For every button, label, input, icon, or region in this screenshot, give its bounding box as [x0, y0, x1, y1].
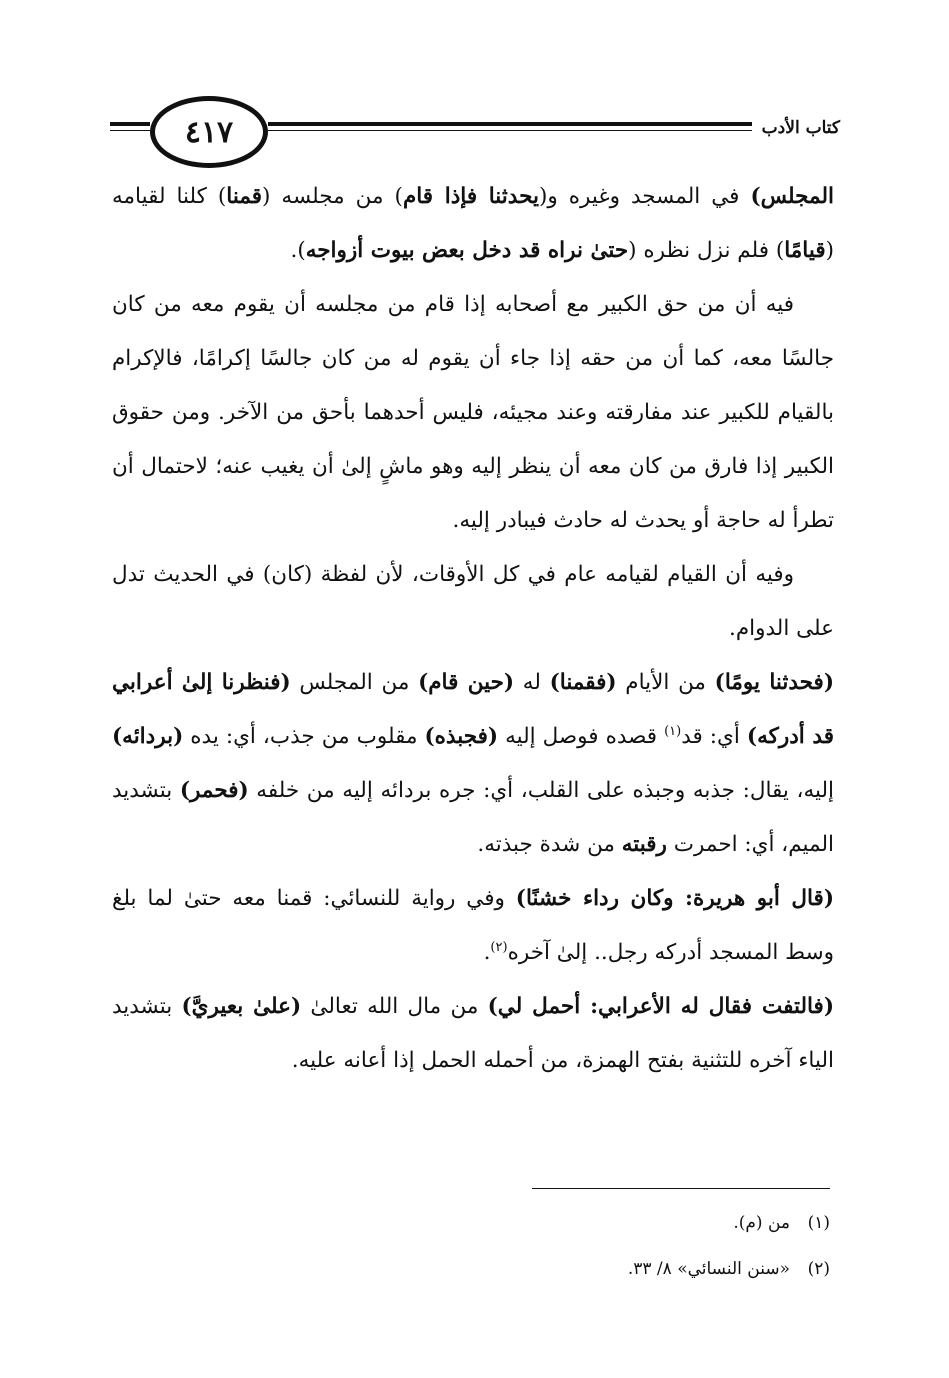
text-segment: ) كلنا لقيامه ( — [112, 184, 834, 263]
text-segment: ). — [290, 238, 306, 263]
text-segment: (فحمر) — [179, 778, 249, 803]
footnote-number: (٢) — [807, 1259, 830, 1279]
footnote-ref: (١) — [664, 723, 682, 739]
text-segment: (حين قام) — [418, 670, 515, 695]
header-rule-left-thick — [110, 122, 150, 126]
text-segment: من مال الله تعالىٰ — [301, 994, 488, 1019]
main-text — [112, 170, 834, 1088]
text-segment: المجلس) — [750, 184, 834, 209]
footnotes — [400, 1200, 830, 1292]
footnote-text: من (م). — [733, 1213, 790, 1233]
text-segment: بتشديد الميم، أي: احمرت — [112, 778, 834, 857]
text-segment: (فقمنا) — [549, 670, 617, 695]
text-segment: إليه، يقال: جذبه وجبذه على القلب، أي: جره بردائه إليه من خلفه — [248, 778, 834, 803]
paragraph-p1 — [112, 170, 834, 278]
text-segment: له — [514, 670, 550, 695]
text-segment: قيامًا — [784, 238, 826, 263]
footnote-divider — [532, 1188, 830, 1189]
text-segment: وفيه أن القيام لقيامه عام في كل الأوقات، لأن لفظة (كان) في الحديث تدل على الدوام. — [112, 562, 834, 641]
text-segment: يحدثنا فإذا قام — [402, 184, 539, 209]
paragraph-p3 — [112, 548, 834, 656]
paragraph-p6 — [112, 980, 834, 1088]
page-number: ٤١٧ — [150, 96, 268, 168]
text-segment: وفي رواية للنسائي: قمنا معه حتىٰ لما بلغ وسط المسجد أدركه رجل.. إلىٰ آخره — [112, 886, 834, 965]
paragraph-p2 — [112, 278, 834, 548]
text-segment: من الأيام — [616, 670, 715, 695]
paragraph-p4 — [112, 656, 834, 872]
text-segment: (فنظرنا إلىٰ أعرابي قد أدركه) — [112, 670, 834, 749]
text-segment: (فجبذه) — [424, 724, 499, 749]
text-segment: من المجلس — [290, 670, 419, 695]
text-segment: أي: قد — [681, 724, 747, 749]
text-segment: (قال أبو هريرة: وكان رداء خشنًا) — [515, 886, 834, 911]
text-segment: بتشديد الياء آخره للتثنية بفتح الهمزة، من أحمله الحمل إذا أعانه عليه. — [112, 994, 834, 1073]
text-segment: . — [483, 940, 491, 965]
text-segment: رقبته — [621, 832, 667, 857]
text-segment: مقلوب من جذب، أي: يده — [183, 724, 425, 749]
footnote-ref: (٢) — [490, 939, 508, 955]
footnote — [400, 1200, 830, 1246]
text-segment: ) فلم نزل نظره ( — [628, 238, 785, 263]
text-segment: ) من مجلسه ( — [262, 184, 403, 209]
text-segment: في المسجد وغيره و( — [538, 184, 751, 209]
paragraph-p5 — [112, 872, 834, 980]
running-title: كتاب الأدب — [752, 118, 840, 138]
header-rule-left-thin — [110, 130, 150, 131]
text-segment: فيه أن من حق الكبير مع أصحابه إذا قام من مجلسه أن يقوم معه من كان جالسًا معه، كما أن من حقه إذا جاء أن يقوم له من كان جالسًا إكرامًا، فالإكرام بالقيام للكبير عند مفارقته وعند مجيئه، فليس أحدهما بأحق من الآخر. ومن حقوق الكبير إذا فارق من كان معه أن ينظر إليه وهو ماشٍ إلىٰ أن يغيب عنه؛ لاحتمال أن تطرأ له حاجة أو يحدث له حادث فيبادر إليه. — [112, 292, 834, 533]
text-segment: (علىٰ بعيريَّ) — [181, 994, 302, 1019]
footnote — [400, 1246, 830, 1292]
text-segment: حتىٰ نراه قد دخل بعض بيوت أزواجه — [305, 238, 629, 263]
footnote-text: «سنن النسائي» ٨/ ٣٣. — [627, 1259, 790, 1279]
text-segment: قصده فوصل إليه — [498, 724, 665, 749]
text-segment: (فالتفت فقال له الأعرابي: أحمل لي) — [487, 994, 835, 1019]
text-segment: من شدة جبذته. — [477, 832, 622, 857]
page-header — [110, 96, 840, 176]
text-segment: (بردائه) — [112, 724, 184, 749]
text-segment: (فحدثنا يومًا) — [714, 670, 835, 695]
footnote-number: (١) — [807, 1213, 830, 1233]
text-segment: قمنا — [226, 184, 263, 209]
